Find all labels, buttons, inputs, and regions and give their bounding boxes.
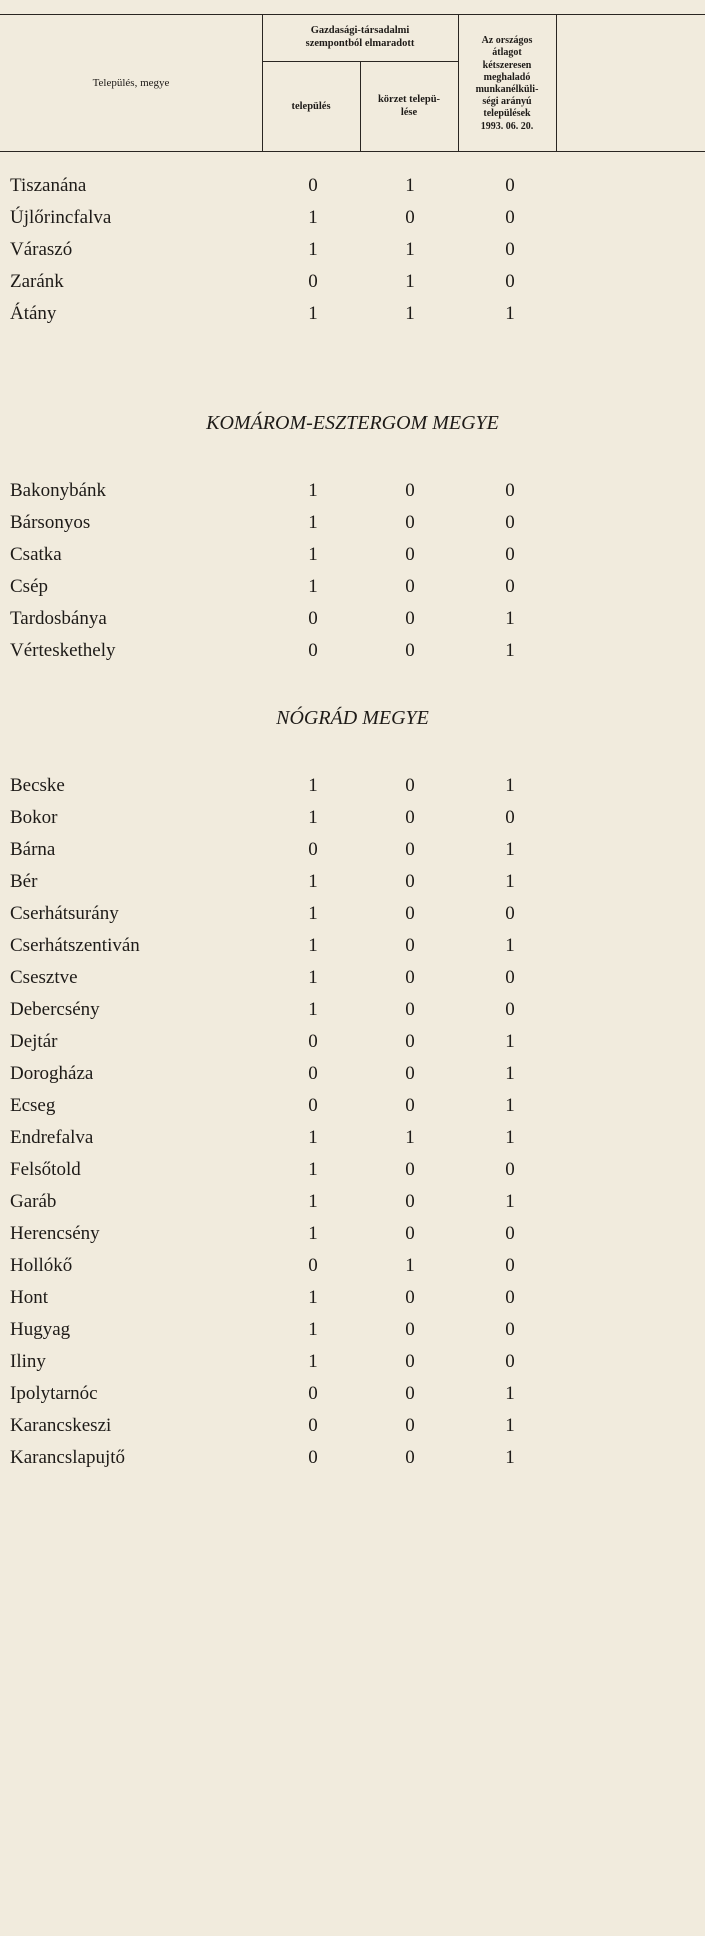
value-high-unemployment: 1 — [505, 1415, 515, 1436]
value-high-unemployment: 0 — [505, 967, 515, 988]
value-lagging-settlement: 1 — [308, 1223, 318, 1244]
value-lagging-settlement: 0 — [308, 1031, 318, 1052]
header-lagging-group: Gazdasági-társadalmi szempontból elmaradott — [305, 25, 415, 49]
table-row — [0, 1346, 705, 1378]
header-lagging-settlement: település — [291, 100, 331, 112]
settlement-name: Csatka — [10, 544, 62, 565]
settlement-name: Hollókő — [10, 1255, 73, 1276]
value-high-unemployment: 0 — [505, 1351, 515, 1372]
value-lagging-settlement: 0 — [308, 839, 318, 860]
table-row — [0, 571, 705, 603]
table-row — [0, 994, 705, 1026]
value-lagging-settlement: 1 — [308, 1319, 318, 1340]
settlement-name: Bársonyos — [10, 512, 91, 533]
value-lagging-settlement: 0 — [308, 1095, 318, 1116]
settlement-name: Karancskeszi — [10, 1415, 112, 1436]
value-lagging-district: 0 — [405, 544, 415, 565]
header-settlement-county: Település, megye — [92, 77, 170, 90]
value-high-unemployment: 0 — [505, 807, 515, 828]
value-high-unemployment: 0 — [505, 1319, 515, 1340]
header-lagging-district: körzet telepü- lése — [377, 94, 441, 118]
value-lagging-settlement: 0 — [308, 1415, 318, 1436]
value-lagging-settlement: 0 — [308, 1063, 318, 1084]
value-high-unemployment: 1 — [505, 1063, 515, 1084]
value-high-unemployment: 0 — [505, 1287, 515, 1308]
settlement-name: Cserhátszentiván — [10, 935, 140, 956]
value-lagging-settlement: 0 — [308, 640, 318, 661]
settlement-name: Csesztve — [10, 967, 78, 988]
table-header — [0, 14, 705, 152]
value-lagging-district: 0 — [405, 1031, 415, 1052]
value-lagging-district: 0 — [405, 1319, 415, 1340]
county-section-title: NÓGRÁD MEGYE — [276, 707, 429, 729]
value-lagging-settlement: 1 — [308, 871, 318, 892]
settlement-name: Bér — [10, 871, 38, 892]
settlement-name: Herencsény — [10, 1223, 100, 1244]
value-lagging-district: 0 — [405, 999, 415, 1020]
table-row — [0, 1314, 705, 1346]
value-high-unemployment: 1 — [505, 839, 515, 860]
value-lagging-district: 0 — [405, 512, 415, 533]
table-row — [0, 202, 705, 234]
value-lagging-district: 0 — [405, 1383, 415, 1404]
value-lagging-district: 0 — [405, 903, 415, 924]
table-row — [0, 1090, 705, 1122]
settlement-name: Endrefalva — [10, 1127, 94, 1148]
settlement-name: Becske — [10, 775, 65, 796]
value-lagging-settlement: 1 — [308, 999, 318, 1020]
value-high-unemployment: 0 — [505, 175, 515, 196]
table-row — [0, 1410, 705, 1442]
value-high-unemployment: 1 — [505, 640, 515, 661]
settlement-name: Váraszó — [10, 239, 73, 260]
settlement-name: Hont — [10, 1287, 48, 1308]
value-lagging-district: 0 — [405, 1159, 415, 1180]
value-lagging-settlement: 0 — [308, 175, 318, 196]
value-high-unemployment: 0 — [505, 999, 515, 1020]
value-lagging-settlement: 1 — [308, 303, 318, 324]
value-lagging-settlement: 1 — [308, 480, 318, 501]
value-lagging-district: 1 — [405, 175, 415, 196]
value-lagging-settlement: 1 — [308, 935, 318, 956]
value-lagging-settlement: 1 — [308, 1127, 318, 1148]
value-high-unemployment: 0 — [505, 1255, 515, 1276]
table-row — [0, 298, 705, 330]
value-high-unemployment: 0 — [505, 544, 515, 565]
table-row — [0, 1442, 705, 1474]
value-lagging-district: 0 — [405, 775, 415, 796]
value-lagging-district: 1 — [405, 239, 415, 260]
value-high-unemployment: 1 — [505, 1447, 515, 1468]
table-row — [0, 1282, 705, 1314]
value-lagging-district: 1 — [405, 271, 415, 292]
settlement-name: Zaránk — [10, 271, 64, 292]
value-high-unemployment: 0 — [505, 1159, 515, 1180]
value-high-unemployment: 1 — [505, 775, 515, 796]
value-lagging-district: 0 — [405, 1191, 415, 1212]
value-lagging-settlement: 1 — [308, 1159, 318, 1180]
table-row — [0, 475, 705, 507]
table-row — [0, 507, 705, 539]
value-high-unemployment: 1 — [505, 608, 515, 629]
value-high-unemployment: 0 — [505, 239, 515, 260]
table-row — [0, 1186, 705, 1218]
table-row — [0, 266, 705, 298]
value-lagging-district: 0 — [405, 1223, 415, 1244]
value-high-unemployment: 1 — [505, 1383, 515, 1404]
settlement-name: Cserhátsurány — [10, 903, 119, 924]
header-divider — [556, 15, 557, 151]
value-lagging-settlement: 0 — [308, 1255, 318, 1276]
table-row — [0, 1218, 705, 1250]
settlement-name: Tiszanána — [10, 175, 87, 196]
table-row — [0, 770, 705, 802]
value-lagging-settlement: 1 — [308, 576, 318, 597]
value-lagging-district: 0 — [405, 1095, 415, 1116]
settlement-name: Dorogháza — [10, 1063, 94, 1084]
settlement-name: Ipolytarnóc — [10, 1383, 98, 1404]
settlement-name: Felsőtold — [10, 1159, 81, 1180]
value-lagging-settlement: 1 — [308, 1191, 318, 1212]
value-lagging-district: 0 — [405, 839, 415, 860]
table-row — [0, 866, 705, 898]
value-lagging-settlement: 0 — [308, 1447, 318, 1468]
county-section-title: KOMÁROM-ESZTERGOM MEGYE — [206, 412, 499, 434]
value-high-unemployment: 1 — [505, 303, 515, 324]
header-unemployment: Az országos átlagot kétszeresen meghaladó munkanélküli- ségi arányú települések 1993. 06. 20. — [475, 35, 539, 132]
value-lagging-district: 0 — [405, 935, 415, 956]
value-high-unemployment: 1 — [505, 1191, 515, 1212]
value-lagging-district: 0 — [405, 480, 415, 501]
table-row — [0, 930, 705, 962]
value-high-unemployment: 1 — [505, 1095, 515, 1116]
table-row — [0, 898, 705, 930]
value-high-unemployment: 0 — [505, 1223, 515, 1244]
settlement-name: Debercsény — [10, 999, 100, 1020]
settlement-name: Vérteskethely — [10, 640, 116, 661]
table-row — [0, 1026, 705, 1058]
settlement-name: Átány — [10, 303, 57, 324]
value-high-unemployment: 0 — [505, 576, 515, 597]
settlement-name: Bokor — [10, 807, 58, 828]
table-row — [0, 1058, 705, 1090]
value-lagging-settlement: 1 — [308, 207, 318, 228]
settlement-name: Hugyag — [10, 1319, 71, 1340]
settlement-name: Iliny — [10, 1351, 46, 1372]
settlement-name: Bárna — [10, 839, 56, 860]
value-lagging-district: 1 — [405, 303, 415, 324]
value-lagging-district: 0 — [405, 1287, 415, 1308]
value-high-unemployment: 0 — [505, 271, 515, 292]
table-row — [0, 962, 705, 994]
value-high-unemployment: 1 — [505, 1127, 515, 1148]
value-lagging-district: 0 — [405, 608, 415, 629]
value-lagging-settlement: 1 — [308, 903, 318, 924]
value-lagging-settlement: 0 — [308, 608, 318, 629]
settlement-name: Karancslapujtő — [10, 1447, 126, 1468]
table-row — [0, 635, 705, 667]
value-lagging-district: 0 — [405, 640, 415, 661]
value-high-unemployment: 0 — [505, 512, 515, 533]
settlement-name: Bakonybánk — [10, 480, 107, 501]
value-lagging-district: 1 — [405, 1127, 415, 1148]
value-lagging-settlement: 1 — [308, 512, 318, 533]
table-row — [0, 1250, 705, 1282]
value-lagging-district: 0 — [405, 1415, 415, 1436]
value-lagging-settlement: 1 — [308, 239, 318, 260]
value-lagging-settlement: 1 — [308, 775, 318, 796]
value-lagging-district: 0 — [405, 576, 415, 597]
settlement-name: Dejtár — [10, 1031, 58, 1052]
value-high-unemployment: 1 — [505, 871, 515, 892]
value-lagging-district: 0 — [405, 871, 415, 892]
value-high-unemployment: 1 — [505, 935, 515, 956]
table-row — [0, 539, 705, 571]
value-lagging-settlement: 0 — [308, 1383, 318, 1404]
value-high-unemployment: 0 — [505, 207, 515, 228]
value-lagging-district: 0 — [405, 1063, 415, 1084]
value-lagging-district: 0 — [405, 1447, 415, 1468]
value-high-unemployment: 0 — [505, 903, 515, 924]
value-lagging-district: 1 — [405, 1255, 415, 1276]
table-row — [0, 603, 705, 635]
table-row — [0, 1378, 705, 1410]
settlement-name: Ecseg — [10, 1095, 56, 1116]
value-lagging-settlement: 1 — [308, 1287, 318, 1308]
table-row — [0, 834, 705, 866]
value-lagging-district: 0 — [405, 207, 415, 228]
value-lagging-settlement: 1 — [308, 1351, 318, 1372]
value-high-unemployment: 0 — [505, 480, 515, 501]
value-lagging-district: 0 — [405, 807, 415, 828]
value-lagging-settlement: 0 — [308, 271, 318, 292]
value-high-unemployment: 1 — [505, 1031, 515, 1052]
table-row — [0, 234, 705, 266]
table-row — [0, 170, 705, 202]
table-row — [0, 1122, 705, 1154]
value-lagging-district: 0 — [405, 967, 415, 988]
settlement-name: Garáb — [10, 1191, 57, 1212]
table-row — [0, 1154, 705, 1186]
value-lagging-district: 0 — [405, 1351, 415, 1372]
table-row — [0, 802, 705, 834]
value-lagging-settlement: 1 — [308, 544, 318, 565]
settlement-name: Csép — [10, 576, 48, 597]
value-lagging-settlement: 1 — [308, 807, 318, 828]
settlement-name: Újlőrincfalva — [10, 207, 112, 228]
value-lagging-settlement: 1 — [308, 967, 318, 988]
settlement-name: Tardosbánya — [10, 608, 107, 629]
